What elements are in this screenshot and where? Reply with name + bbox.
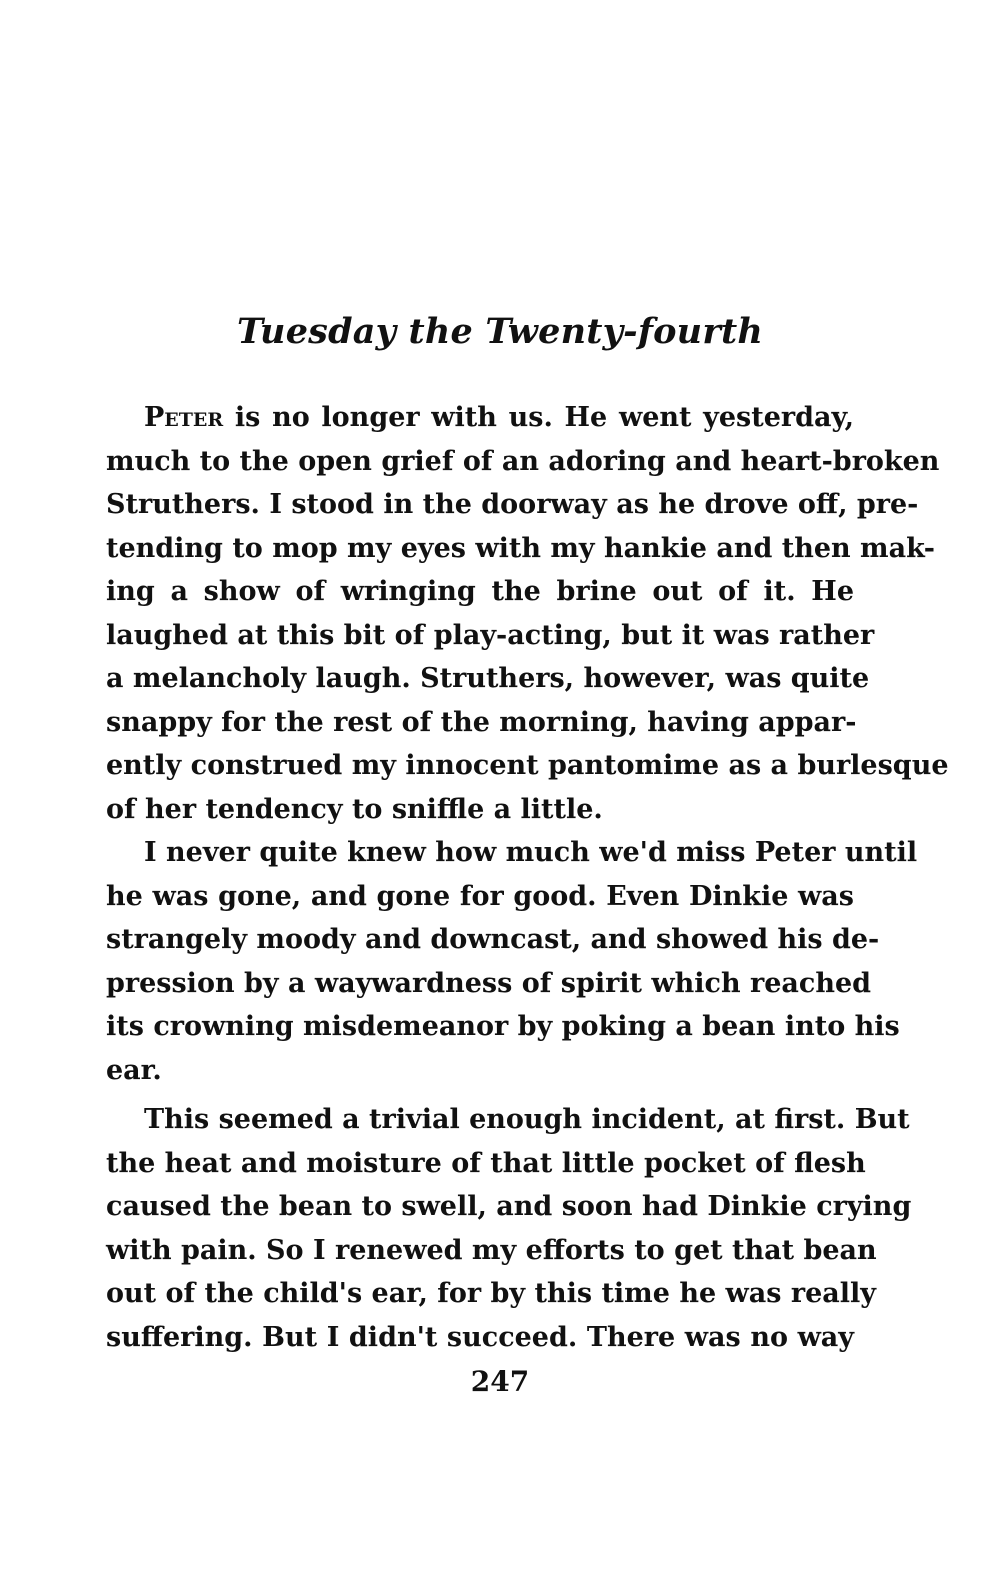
paragraph-line: strangely moody and downcast, and showed his de-	[106, 924, 880, 955]
paragraph-2	[106, 831, 918, 1092]
paragraph-line: the heat and moisture of that little pocket of flesh	[106, 1147, 866, 1179]
paragraph-line: ing a show of wringing the brine out of it. He	[106, 576, 854, 607]
paragraph-line: snappy for the rest of the morning, having appar-	[106, 706, 857, 738]
paragraph-line: tending to mop my eyes with my hankie and then mak-	[106, 532, 935, 564]
paragraph-line: a melancholy laugh. Struthers, however, was quite	[106, 663, 870, 694]
paragraph-line: caused the bean to swell, and soon had Dinkie crying	[106, 1191, 912, 1222]
page-number: 247	[470, 1365, 530, 1398]
paragraph-line: I never quite knew how much we'd miss Peter until	[144, 837, 918, 868]
paragraph-line: much to the open grief of an adoring and heart-broken	[106, 445, 940, 477]
paragraph-line: its crowning misdemeanor by poking a bean into his	[106, 1011, 900, 1042]
chapter-heading: Tuesday the Twenty-fourth	[237, 311, 763, 352]
paragraph-line: Peter is no longer with us. He went yesterday,	[144, 402, 854, 433]
paragraph-line: Struthers. I stood in the doorway as he drove off, pre-	[106, 489, 919, 520]
paragraph-3	[106, 1098, 912, 1359]
paragraph-line: suffering. But I didn't succeed. There was no way	[106, 1321, 854, 1353]
body-text	[106, 396, 949, 1359]
paragraph-line: laughed at this bit of play-acting, but it was rather	[106, 619, 875, 651]
paragraph-line: This seemed a trivial enough incident, at first. But	[144, 1104, 910, 1135]
paragraph-line: ear.	[106, 1054, 162, 1086]
lead-word: Peter	[144, 402, 224, 433]
paragraph-line: pression by a waywardness of spirit which reached	[106, 967, 872, 999]
paragraph-line: out of the child's ear, for by this time he was really	[106, 1278, 876, 1309]
paragraph-1	[106, 396, 949, 831]
paragraph-line: ently construed my innocent pantomime as a burlesque	[106, 750, 949, 781]
paragraph-line: of her tendency to sniffle a little.	[106, 793, 603, 825]
paragraph-line: he was gone, and gone for good. Even Dinkie was	[106, 880, 854, 912]
paragraph-line: with pain. So I renewed my efforts to get that bean	[106, 1234, 877, 1266]
